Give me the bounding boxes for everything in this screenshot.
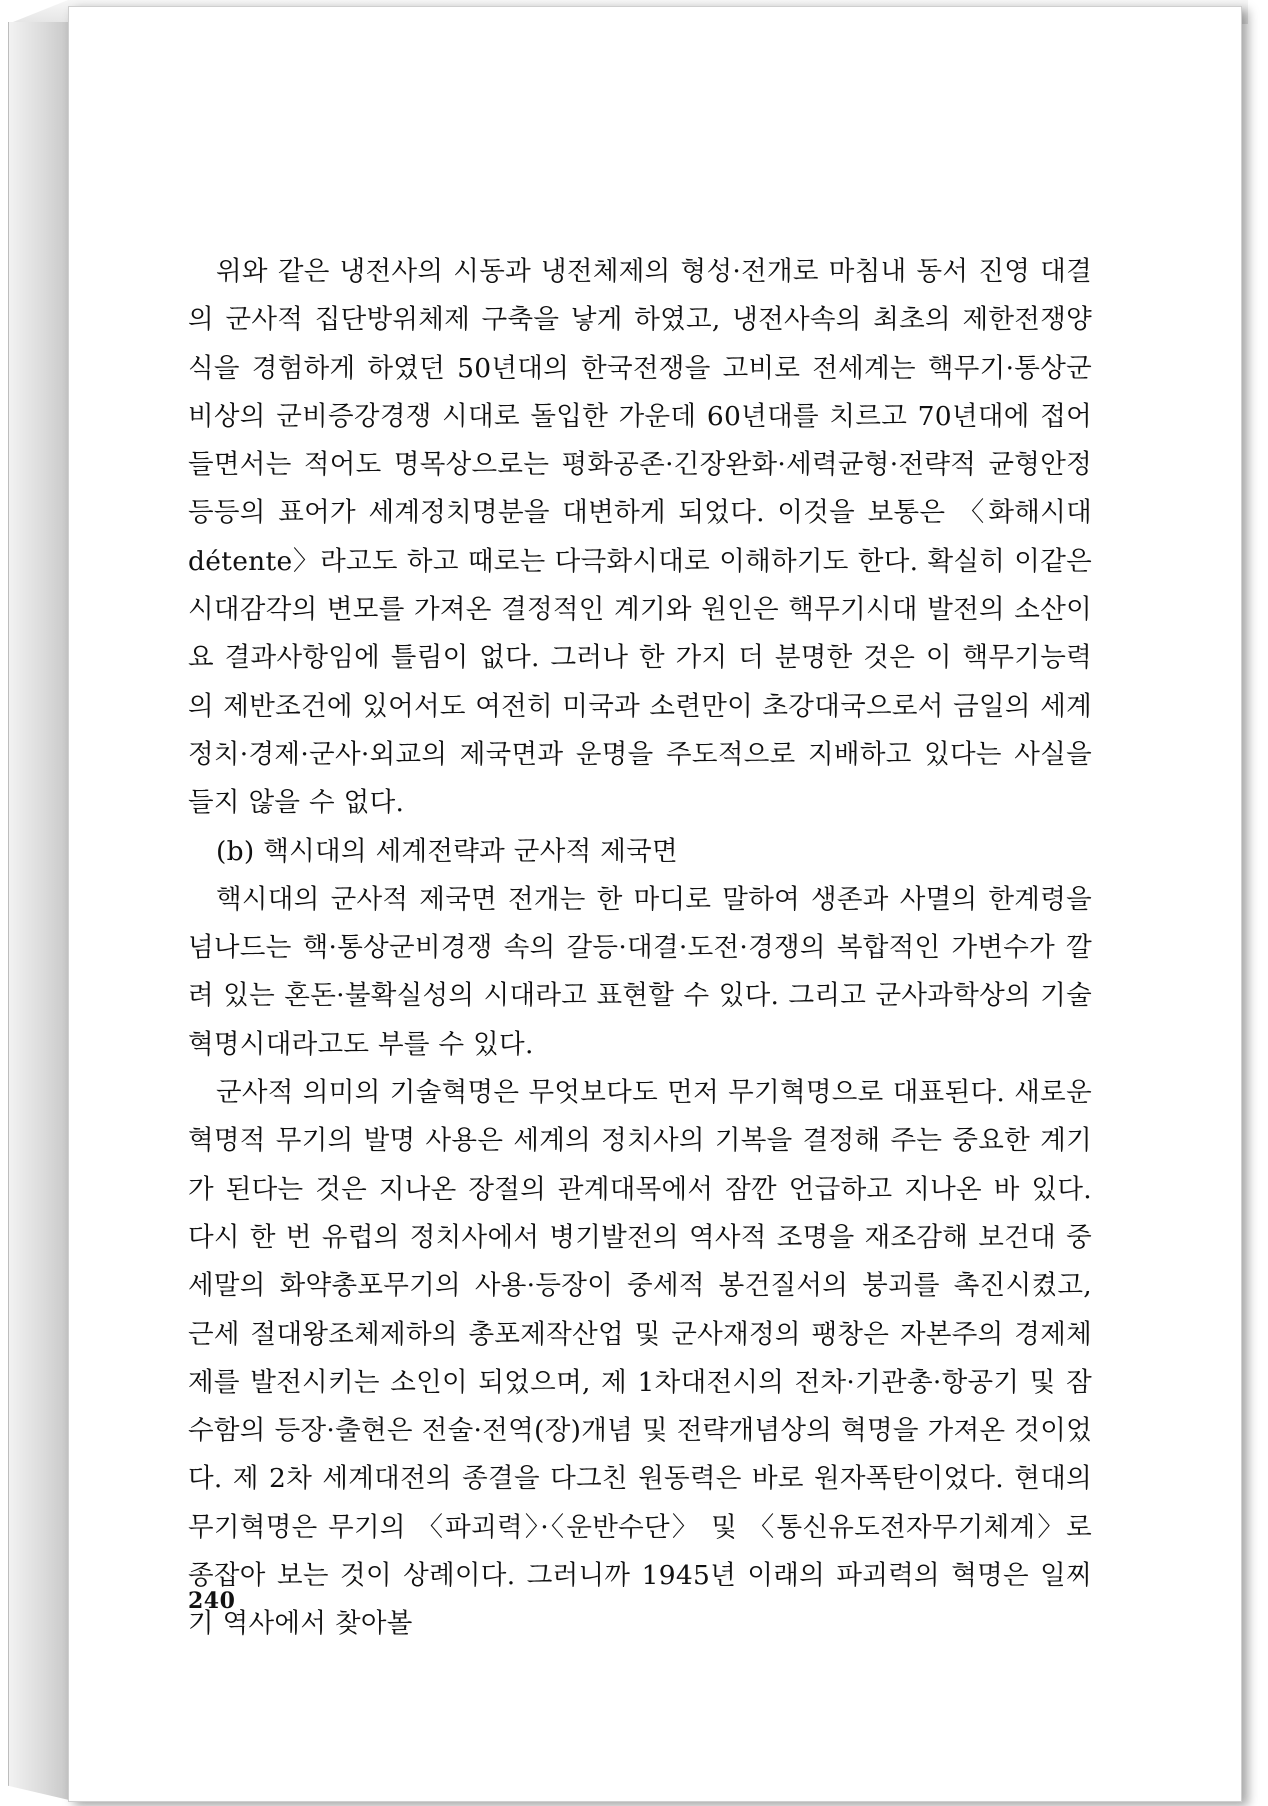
paragraph-1: 위와 같은 냉전사의 시동과 냉전체제의 형성·전개로 마침내 동서 진영 대결의 군사적 집단방위체제 구축을 낳게 하였고, 냉전사속의 최초의 제한전쟁양식을 경험하게 하였던 50년대의 한국전쟁을 고비로 전세계는 핵무기·통상군비상의 군비증강경쟁 시대로 돌입한 가운데 60년대를 치르고 70년대에 접어들면서는 적어도 명목상으로는 평화공존·긴장완화·세력균형·전략적 균형안정 등등의 표어가 세계정치명분을 대변하게 되었다. 이것을 보통은 〈화해시대 détente〉라고도 하고 때로는 다극화시대로 이해하기도 한다. 확실히 이같은 시대감각의 변모를 가져온 결정적인 계기와 원인은 핵무기시대 발전의 소산이요 결과사항임에 틀림이 없다. 그러나 한 가지 더 분명한 것은 이 핵무기능력의 제반조건에 있어서도 여전히 미국과 소련만이 초강대국으로서 금일의 세계 정치·경제·군사·외교의 제국면과 운명을 주도적으로 지배하고 있다는 사실을 들지 않을 수 없다. (188, 256, 1092, 819)
paragraph-3: 군사적 의미의 기술혁명은 무엇보다도 먼저 무기혁명으로 대표된다. 새로운 혁명적 무기의 발명 사용은 세계의 정치사의 기복을 결정해 주는 중요한 계기가 된다는 것은 지나온 장절의 관계대목에서 잠깐 언급하고 지나온 바 있다. 다시 한 번 유럽의 정치사에서 병기발전의 역사적 조명을 재조감해 보건대 중세말의 화약총포무기의 사용·등장이 중세적 봉건질서의 붕괴를 촉진시켰고, 근세 절대왕조체제하의 총포제작산업 및 군사재정의 팽창은 자본주의 경제체제를 발전시키는 소인이 되었으며, 제 1차대전시의 전차·기관총·항공기 및 잠수함의 등장·출현은 전술·전역(장)개념 및 전략개념상의 혁명을 가져온 것이었다. 제 2차 세계대전의 종결을 다그친 원동력은 바로 원자폭탄이었다. 현대의 무기혁명은 무기의 〈파괴력〉·〈운반수단〉 및 〈통신유도전자무기체계〉로 종잡아 보는 것이 상례이다. 그러니까 1945년 이래의 파괴력의 혁명은 일찌기 역사에서 찾아볼 (188, 1077, 1092, 1640)
body-text (188, 248, 1092, 1649)
section-heading: (b) 핵시대의 세계전략과 군사적 제국면 (216, 835, 678, 867)
book-spine (8, 22, 69, 1800)
page-number: 240 (188, 1588, 236, 1614)
paragraph-2: 핵시대의 군사적 제국면 전개는 한 마디로 말하여 생존과 사멸의 한계령을 넘나드는 핵·통상군비경쟁 속의 갈등·대결·도전·경쟁의 복합적인 가변수가 깔려 있는 혼돈·불확실성의 시대라고 표현할 수 있다. 그리고 군사과학상의 기술혁명시대라고도 부를 수 있다. (188, 883, 1092, 1060)
